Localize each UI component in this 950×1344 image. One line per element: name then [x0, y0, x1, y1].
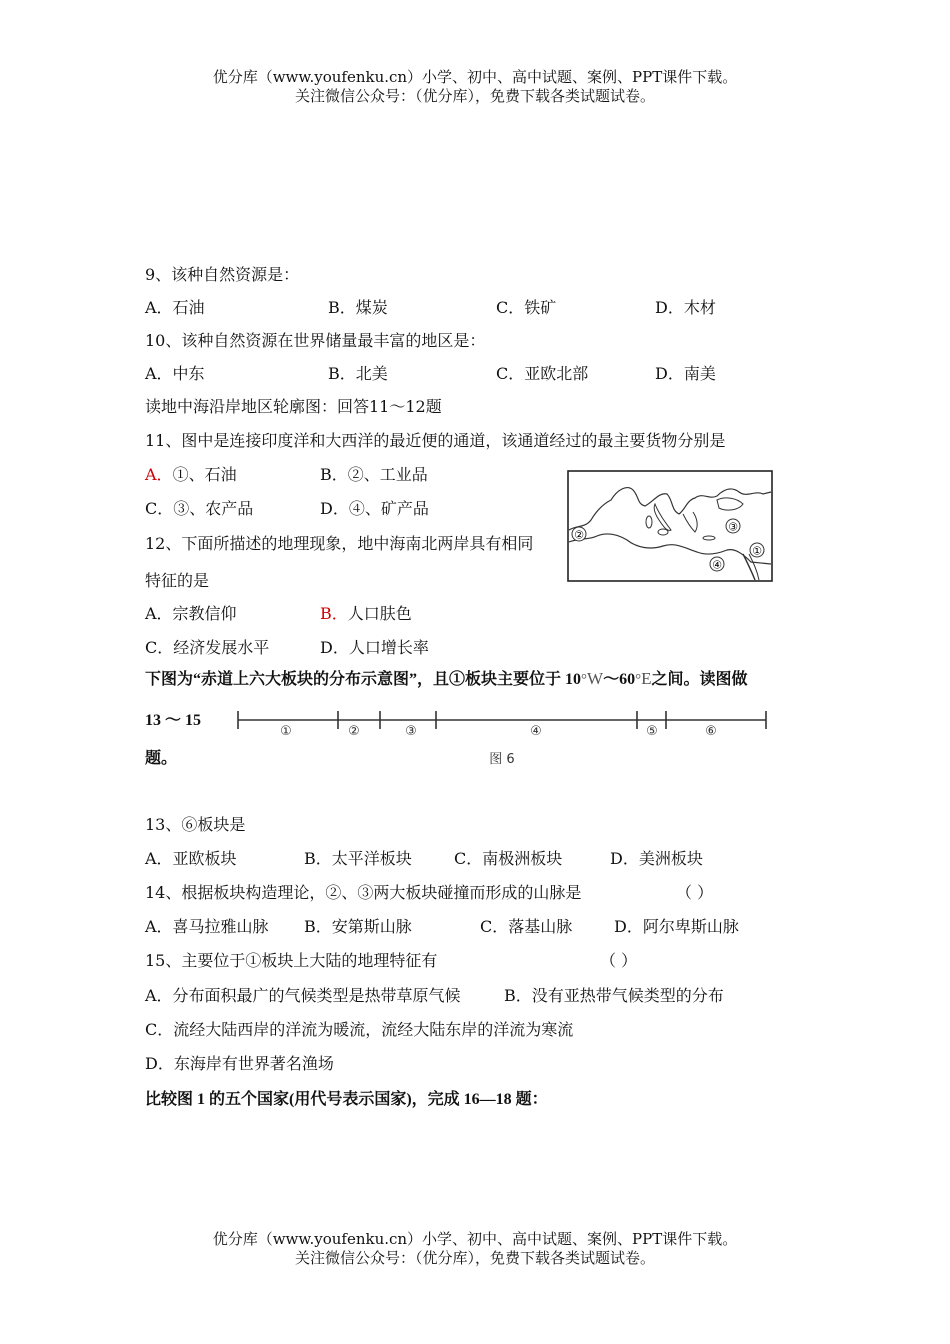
- q11-option-c: C．③、农产品: [145, 499, 254, 518]
- intro-13-15-range: 13 ～ 15: [145, 712, 202, 729]
- q10-option-d: D．南美: [655, 364, 716, 383]
- q14-answer-paren: （ ）: [676, 883, 714, 902]
- q15-option-d: D．东海岸有世界著名渔场: [145, 1054, 334, 1073]
- q11-option-d: D．④、矿产品: [320, 499, 429, 518]
- intro-11-12: 读地中海沿岸地区轮廓图：回答11～12题: [145, 397, 442, 416]
- q11-option-a-letter: A．: [145, 465, 173, 484]
- plate-label-2: ②: [348, 724, 360, 739]
- q9-option-a: A．石油: [145, 298, 205, 317]
- q11-option-a-text: ①、石油: [172, 465, 237, 484]
- q12-option-b-letter: B．: [320, 604, 348, 623]
- q10-stem: 10、该种自然资源在世界储量最丰富的地区是：: [145, 331, 486, 350]
- q12-option-c: C．经济发展水平: [145, 638, 270, 657]
- degree-2: °: [635, 672, 642, 688]
- figure-caption: 图 6: [489, 752, 515, 767]
- q10-option-b: B．北美: [328, 364, 388, 383]
- q12-option-b: [320, 601, 412, 624]
- q14-option-a: A．喜马拉雅山脉: [145, 917, 269, 936]
- footer-line-2: 关注微信公众号：（优分库），免费下载各类试题试卷。: [294, 1249, 655, 1267]
- q13-option-a: A．亚欧板块: [145, 849, 237, 868]
- plate-label-5: ⑤: [646, 724, 658, 739]
- q12-option-a: A．宗教信仰: [145, 604, 237, 623]
- q11-stem: 11、图中是连接印度洋和大西洋的最近便的通道，该通道经过的最主要货物分别是: [145, 431, 726, 450]
- q12-option-b-text: 人口肤色: [347, 604, 412, 623]
- map-label-3: ③: [728, 520, 738, 534]
- q12-option-d: D．人口增长率: [320, 638, 429, 657]
- q9-option-b: B．煤炭: [328, 298, 388, 317]
- intro-13-15: [145, 666, 747, 689]
- intro-13-15-end: 题。: [145, 750, 178, 767]
- plate-distribution-figure: [232, 708, 772, 768]
- east-label: E: [641, 669, 652, 688]
- map-label-1: ①: [752, 544, 762, 558]
- q14-option-c: C．落基山脉: [480, 917, 573, 936]
- q11-option-a: [145, 462, 237, 485]
- mediterranean-map: [567, 470, 773, 582]
- map-label-4: ④: [712, 558, 722, 572]
- q12-stem-line-2: 特征的是: [145, 571, 210, 590]
- intro-13-15-part1: 下图为“赤道上六大板块的分布示意图”，且①板块主要位于 10: [145, 671, 582, 688]
- q15-answer-paren: （ ）: [600, 951, 638, 970]
- q10-option-a: A．中东: [145, 364, 205, 383]
- q9-option-c: C．铁矿: [496, 298, 557, 317]
- q9-option-d: D．木材: [655, 298, 716, 317]
- q15-option-b: B．没有亚热带气候类型的分布: [504, 986, 724, 1005]
- q11-option-b: B．②、工业品: [320, 465, 428, 484]
- q15-stem: 15、主要位于①板块上大陆的地理特征有: [145, 951, 438, 970]
- map-label-2: ②: [574, 528, 584, 542]
- west-label: W: [587, 669, 604, 688]
- q15-option-c: C．流经大陆西岸的洋流为暖流，流经大陆东岸的洋流为寒流: [145, 1020, 574, 1039]
- q14-option-b: B．安第斯山脉: [304, 917, 412, 936]
- intro-13-15-part2: 之间。读图做: [651, 671, 748, 688]
- degree-1: °: [581, 672, 588, 688]
- q15-option-a: A．分布面积最广的气候类型是热带草原气候: [145, 986, 461, 1005]
- q9-stem: 9、该种自然资源是：: [145, 265, 300, 284]
- plate-label-1: ①: [280, 724, 292, 739]
- plate-label-4: ④: [530, 724, 542, 739]
- footer-line-1: 优分库（www.youfenku.cn）小学、初中、高中试题、案例、PPT课件下载。: [212, 1230, 738, 1248]
- intro-13-15-tilde: ～60: [603, 671, 636, 688]
- q10-option-c: C．亚欧北部: [496, 364, 589, 383]
- q13-stem: 13、⑥板块是: [145, 815, 246, 834]
- plate-label-6: ⑥: [705, 724, 717, 739]
- header-line-1: 优分库（www.youfenku.cn）小学、初中、高中试题、案例、PPT课件下载。: [212, 68, 738, 86]
- q13-option-c: C．南极洲板块: [454, 849, 563, 868]
- q12-stem-line-1: 12、下面所描述的地理现象，地中海南北两岸具有相同: [145, 534, 534, 553]
- q14-stem: 14、根据板块构造理论，②、③两大板块碰撞而形成的山脉是: [145, 883, 582, 902]
- header-line-2: 关注微信公众号：（优分库），免费下载各类试题试卷。: [294, 87, 655, 105]
- plate-label-3: ③: [405, 724, 417, 739]
- intro-16-18: 比较图 1 的五个国家(用代号表示国家)，完成 16—18 题：: [145, 1091, 548, 1108]
- q13-option-d: D．美洲板块: [610, 849, 703, 868]
- q14-option-d: D．阿尔卑斯山脉: [614, 917, 739, 936]
- q13-option-b: B．太平洋板块: [304, 849, 412, 868]
